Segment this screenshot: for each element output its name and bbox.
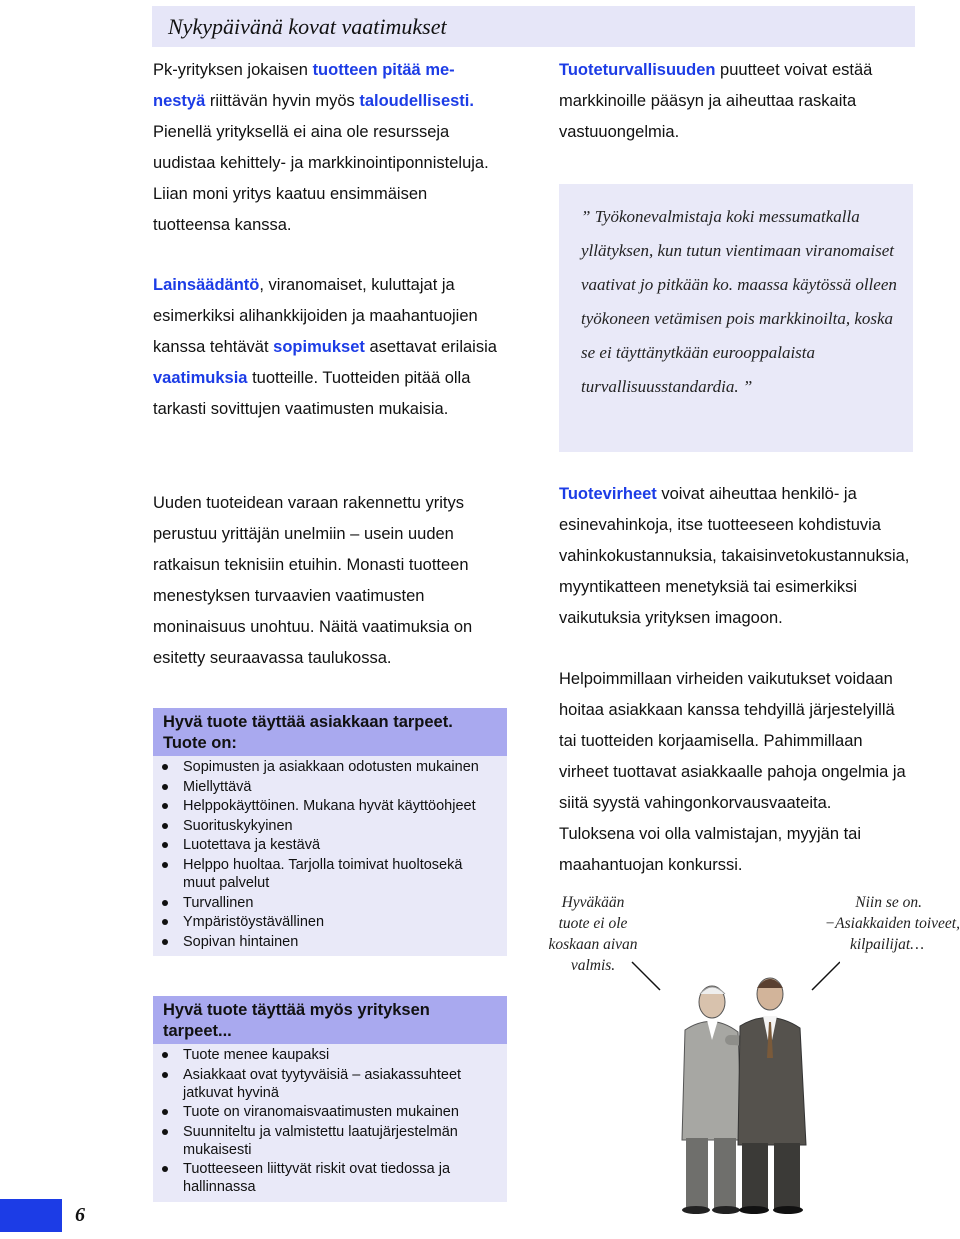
list-item: Asiakkaat ovat tyytyväisiä – asiakassuhteet jatkuvat hyvinä [153,1066,507,1102]
quote-box [559,184,913,452]
emphasis-run: Tuoteturvallisuuden [559,61,716,79]
page-number-marker [0,1199,62,1232]
list-item: Tuote on viranomaisvaatimusten mukainen [153,1103,507,1121]
page-title-bar [152,6,915,47]
caption-line: koskaan aivan [548,936,638,953]
heading-line: Tuote on: [163,734,237,752]
customer-needs-items [153,756,507,956]
defect-handling-paragraph: Helpoimmillaan virheiden vaikutukset voidaan hoitaa asiakkaan kanssa tehdyillä järjestelyillä tai tuotteiden korjaamisella. Pahimmillaan virheet tuottavat asiakkaalle pahoja ongelmia ja siitä syystä vahingonkorvausvaateita. Tuloksena voi olla valmistajan, myyjän tai maahantuojan konkurssi. [559,670,906,874]
emphasis-run: Tuotevirheet [559,485,657,503]
list-item: Turvallinen [153,894,507,912]
list-item: Sopimusten ja asiakkaan odotusten mukainen [153,758,507,776]
product-safety-paragraph [559,55,909,148]
product-idea-paragraph: Uuden tuoteidean varaan rakennettu yritys perustuu yrittäjän unelmiin – usein uuden ratkaisun teknisiin etuihin. Monasti tuotteen menestyksen turvaavien vaatimusten moninaisuus unohtuu. Näitä vaatimuksia on esitetty seuraavassa taulukossa. [153,494,473,667]
text-run: riittävän hyvin myös [205,92,360,110]
younger-man-figure [738,978,806,1214]
legislation-paragraph [153,270,505,425]
list-item: Helppokäyttöinen. Mukana hyvät käyttöohjeet [153,797,507,815]
page-number: 6 [75,1204,85,1226]
caption-line: Hyväkään [561,894,625,911]
emphasis-run: Lainsäädäntö [153,276,260,294]
caption-line: kilpailijat… [849,936,924,953]
heading-line: Hyvä tuote täyttää asiakkaan tarpeet. [163,713,453,731]
list-item: Suorituskykyinen [153,817,507,835]
text-run: Pk-yrityksen jokaisen [153,61,313,79]
emphasis-run: nestyä [153,92,206,110]
company-needs-heading: Hyvä tuote täyttää myös yrityksen tarpeet... [153,996,507,1044]
caption-line: −Asiakkaiden toiveet, [824,915,960,932]
text-run: puutteet voivat estää markkinoille pääsyn ja aiheuttaa raskaita vastuuongelmia. [559,61,873,141]
list-item: Luotettava ja kestävä [153,836,507,854]
list-item: Suunniteltu ja valmistettu laatujärjestelmän mukaisesti [153,1123,507,1159]
emphasis-run: vaatimuksia [153,369,248,387]
text-run: Pienellä yrityksellä ei aina ole resursseja uudistaa kehittely- ja markkinointiponnisteluja. Liian moni yritys kaatuu ensimmäisen tuotteensa kanssa. [153,123,489,234]
text-run: , viranomaiset, kuluttajat ja esimerkiksi alihankkijoiden ja maahantuojien kanssa tehtävät [153,276,478,356]
list-item: Miellyttävä [153,778,507,796]
list-item: Tuotteeseen liittyvät riskit ovat tiedossa ja hallinnassa [153,1160,507,1196]
product-defects-paragraph [559,479,911,634]
page-title: Nykypäivänä kovat vaatimukset [168,14,447,39]
emphasis-run: tuotteen pitää me- [312,61,455,79]
caption-line: tuote ei ole [558,915,628,932]
list-item: Sopivan hintainen [153,933,507,951]
company-needs-items [153,1044,507,1202]
text-run: asettavat erilaisia [364,338,497,356]
quote-text: ” Työkonevalmistaja koki messumatkalla yllätyksen, kun tutun vientimaan viranomaiset vaativat jo pitkään ko. maassa käytössä olleen työkoneen vetämisen pois markkinoilta, koska se ei täyttänytkään eurooppalaista turvallisuusstandardia. ” [581,207,897,396]
caption-line: Niin se on. [855,894,922,911]
emphasis-run: taloudellisesti. [359,92,474,110]
customer-needs-list [153,708,507,956]
intro-paragraph [153,55,505,241]
caption-line: valmis. [570,957,616,974]
list-item: Helppo huoltaa. Tarjolla toimivat huoltosekä muut palvelut [153,856,507,892]
text-run: voivat aiheuttaa henkilö- ja esinevahinkoja, itse tuotteeseen kohdistuvia vahinkokustannuksia, takaisinvetokustannuksia, myyntikatteen menetyksiä tai esimerkiksi vaikutuksia yrityksen imagoon. [559,485,910,627]
two-businessmen-illustration [630,940,840,1215]
company-needs-list [153,996,507,1202]
list-item: Tuote menee kaupaksi [153,1046,507,1064]
text-run: tuotteille. Tuotteiden pitää olla tarkasti sovittujen vaatimusten mukaisia. [153,369,471,418]
list-item: Ympäristöystävällinen [153,913,507,931]
customer-needs-heading [153,708,507,756]
emphasis-run: sopimukset [273,338,365,356]
